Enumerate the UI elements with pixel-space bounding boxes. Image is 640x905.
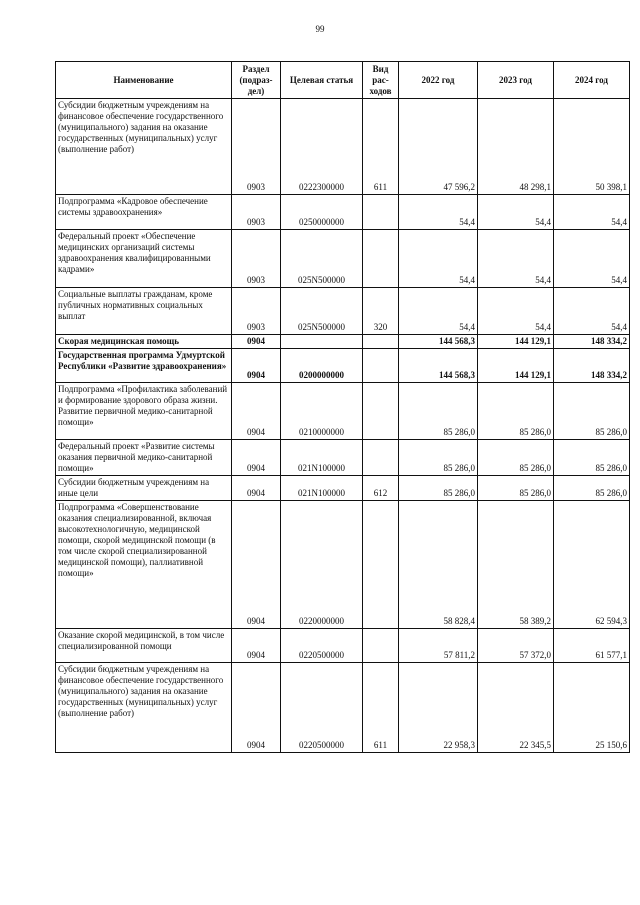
row-name: Подпрограмма «Профилактика заболеваний и формирование здорового образа жизни. Развитие первичной медико-санитарной помощи» [56, 383, 232, 440]
row-2023: 57 372,0 [478, 629, 554, 663]
row-type [363, 349, 399, 383]
row-target [281, 335, 363, 349]
row-name: Государственная программа Удмуртской Республики «Развитие здравоохранения» [56, 349, 232, 383]
row-2023: 58 389,2 [478, 501, 554, 629]
row-name: Субсидии бюджетным учреждениям на финансовое обеспечение государственного (муниципального) задания на оказание государственных (муниципальных) услуг (выполнение работ) [56, 663, 232, 753]
table-row [56, 288, 630, 335]
row-target: 025N500000 [281, 230, 363, 288]
row-type: 611 [363, 99, 399, 195]
row-type [363, 383, 399, 440]
row-2022: 57 811,2 [399, 629, 478, 663]
table-row [56, 349, 630, 383]
table-row [56, 195, 630, 230]
row-target: 0210000000 [281, 383, 363, 440]
row-2022: 47 596,2 [399, 99, 478, 195]
row-section: 0904 [232, 349, 281, 383]
table-body [56, 99, 630, 753]
table-row [56, 629, 630, 663]
row-name: Подпрограмма «Совершенствование оказания специализированной, включая высокотехнологичную, медицинской помощи, скорой медицинской помощи (в том числе скорой специализированной медицинской помощи), паллиативной помощи» [56, 501, 232, 629]
row-name: Скорая медицинская помощь [56, 335, 232, 349]
row-2023: 144 129,1 [478, 335, 554, 349]
row-type: 611 [363, 663, 399, 753]
header-2022: 2022 год [399, 62, 478, 99]
row-name: Подпрограмма «Кадровое обеспечение системы здравоохранения» [56, 195, 232, 230]
row-type [363, 440, 399, 476]
row-target: 025N500000 [281, 288, 363, 335]
row-type [363, 195, 399, 230]
row-target: 0200000000 [281, 349, 363, 383]
budget-table [55, 61, 630, 753]
row-target: 021N100000 [281, 440, 363, 476]
row-section: 0904 [232, 629, 281, 663]
row-target: 0220000000 [281, 501, 363, 629]
row-name: Оказание скорой медицинской, в том числе специализированной помощи [56, 629, 232, 663]
row-2023: 85 286,0 [478, 476, 554, 501]
row-type [363, 501, 399, 629]
row-type: 612 [363, 476, 399, 501]
row-2022: 85 286,0 [399, 383, 478, 440]
row-section: 0903 [232, 195, 281, 230]
row-type [363, 230, 399, 288]
row-2024: 85 286,0 [554, 383, 630, 440]
row-section: 0903 [232, 99, 281, 195]
row-2024: 54,4 [554, 195, 630, 230]
row-2022: 54,4 [399, 195, 478, 230]
row-2024: 54,4 [554, 230, 630, 288]
row-2023: 22 345,5 [478, 663, 554, 753]
row-2022: 54,4 [399, 230, 478, 288]
row-name: Субсидии бюджетным учреждениям на иные цели [56, 476, 232, 501]
row-2024: 85 286,0 [554, 476, 630, 501]
row-2024: 25 150,6 [554, 663, 630, 753]
header-row [56, 62, 630, 99]
table-row [56, 230, 630, 288]
header-2024: 2024 год [554, 62, 630, 99]
header-type: Вид рас-ходов [363, 62, 399, 99]
row-2024: 62 594,3 [554, 501, 630, 629]
table-row [56, 501, 630, 629]
row-section: 0904 [232, 440, 281, 476]
header-target: Целевая статья [281, 62, 363, 99]
row-2023: 85 286,0 [478, 440, 554, 476]
row-2023: 85 286,0 [478, 383, 554, 440]
row-2024: 85 286,0 [554, 440, 630, 476]
row-target: 0250000000 [281, 195, 363, 230]
row-2023: 48 298,1 [478, 99, 554, 195]
row-2022: 85 286,0 [399, 476, 478, 501]
row-2024: 148 334,2 [554, 349, 630, 383]
row-target: 0222300000 [281, 99, 363, 195]
row-2023: 144 129,1 [478, 349, 554, 383]
row-name: Социальные выплаты гражданам, кроме публичных нормативных социальных выплат [56, 288, 232, 335]
row-target: 021N100000 [281, 476, 363, 501]
row-name: Федеральный проект «Обеспечение медицинских организаций системы здравоохранения квалифицированными кадрами» [56, 230, 232, 288]
row-2022: 85 286,0 [399, 440, 478, 476]
row-section: 0904 [232, 476, 281, 501]
row-section: 0903 [232, 288, 281, 335]
row-2023: 54,4 [478, 230, 554, 288]
row-2022: 54,4 [399, 288, 478, 335]
row-2022: 58 828,4 [399, 501, 478, 629]
row-type [363, 629, 399, 663]
table-row [56, 99, 630, 195]
row-section: 0903 [232, 230, 281, 288]
header-name: Наименование [56, 62, 232, 99]
row-2023: 54,4 [478, 195, 554, 230]
row-target: 0220500000 [281, 629, 363, 663]
row-2022: 144 568,3 [399, 335, 478, 349]
table-row [56, 383, 630, 440]
table-row [56, 663, 630, 753]
table-row [56, 335, 630, 349]
table-row [56, 476, 630, 501]
row-name: Федеральный проект «Развитие системы оказания первичной медико-санитарной помощи» [56, 440, 232, 476]
row-section: 0904 [232, 383, 281, 440]
row-section: 0904 [232, 663, 281, 753]
table-row [56, 440, 630, 476]
row-section: 0904 [232, 501, 281, 629]
row-target: 0220500000 [281, 663, 363, 753]
row-2023: 54,4 [478, 288, 554, 335]
row-type: 320 [363, 288, 399, 335]
page-number: 99 [315, 24, 325, 34]
row-2024: 54,4 [554, 288, 630, 335]
header-section: Раздел (подраз-дел) [232, 62, 281, 99]
row-2022: 144 568,3 [399, 349, 478, 383]
row-section: 0904 [232, 335, 281, 349]
row-2024: 61 577,1 [554, 629, 630, 663]
row-2022: 22 958,3 [399, 663, 478, 753]
row-name: Субсидии бюджетным учреждениям на финансовое обеспечение государственного (муниципального) задания на оказание государственных (муниципальных) услуг (выполнение работ) [56, 99, 232, 195]
row-type [363, 335, 399, 349]
row-2024: 148 334,2 [554, 335, 630, 349]
header-2023: 2023 год [478, 62, 554, 99]
row-2024: 50 398,1 [554, 99, 630, 195]
